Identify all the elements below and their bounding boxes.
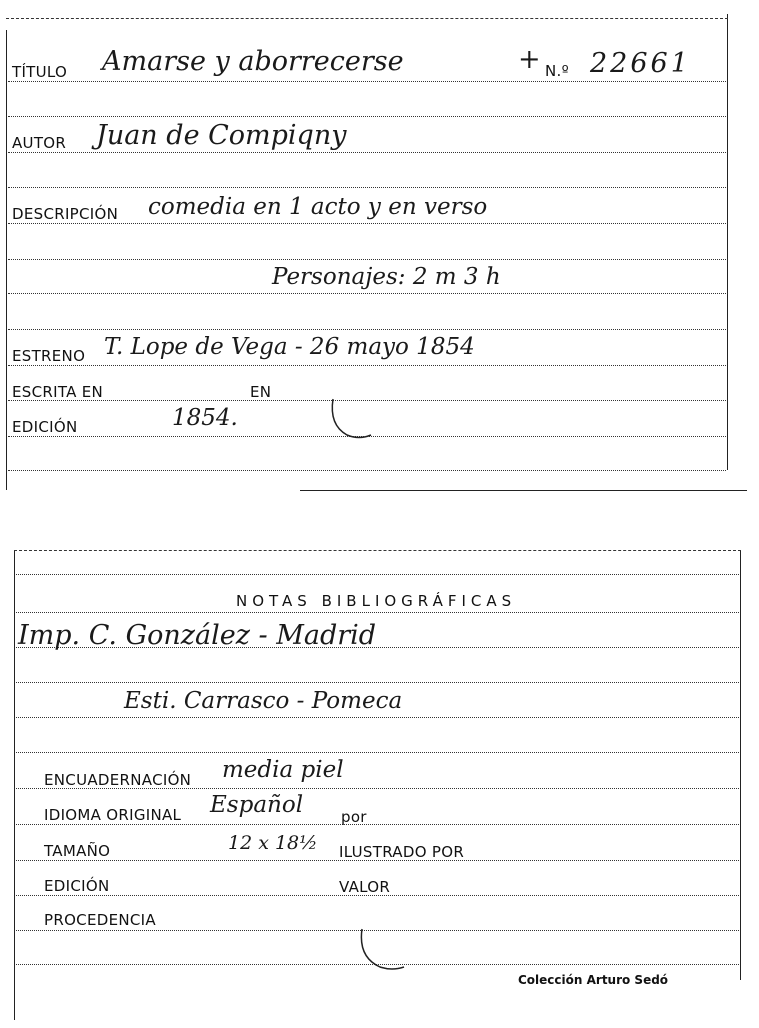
tamano-label: TAMAÑO <box>44 842 111 860</box>
card-left-border <box>14 550 15 1020</box>
idioma-label: IDIOMA ORIGINAL <box>44 806 182 824</box>
notes-title: NOTAS BIBLIOGRÁFICAS <box>236 592 517 610</box>
ruled-line <box>8 329 726 330</box>
card-bottom-edge <box>300 490 747 491</box>
ruled-line <box>16 717 739 718</box>
por-label: por <box>341 808 367 826</box>
numero-mark: + <box>518 44 541 75</box>
catalog-card-front <box>0 0 759 495</box>
numero-value: 22661 <box>590 48 691 79</box>
collection-footer: Colección Arturo Sedó <box>518 973 669 987</box>
ruled-line <box>8 81 726 82</box>
ruled-line <box>8 470 726 471</box>
card-top-edge <box>14 550 741 551</box>
ruled-line <box>8 223 726 224</box>
ruled-line <box>8 293 726 294</box>
edicion-label: EDICIÓN <box>44 877 110 895</box>
descripcion-label: DESCRIPCIÓN <box>12 205 119 223</box>
ruled-line <box>16 752 739 753</box>
edicion-value: 1854. <box>172 405 238 431</box>
ruled-line <box>16 612 739 613</box>
card-left-border <box>6 30 7 490</box>
ruled-line <box>16 824 739 825</box>
titulo-value: Amarse y aborrecerse <box>102 46 404 77</box>
ruled-line <box>16 682 739 683</box>
ruled-line <box>8 187 726 188</box>
encuadernacion-label: ENCUADERNACIÓN <box>44 771 192 789</box>
ruled-line <box>8 259 726 260</box>
catalog-card-back <box>0 540 759 1028</box>
ruled-line <box>16 574 739 575</box>
tamano-value: 12 x 18½ <box>228 832 318 854</box>
ruled-line <box>8 152 726 153</box>
escrita-en-label: ESCRITA EN <box>12 383 104 401</box>
descripcion-line2: Personajes: 2 m 3 h <box>272 264 501 290</box>
estreno-label: ESTRENO <box>12 347 86 365</box>
escrita-en-second-label: EN <box>250 383 272 401</box>
card-right-border <box>740 550 741 980</box>
note-line-2: Esti. Carrasco - Pomeca <box>124 688 403 714</box>
punch-hole-mark <box>325 395 375 445</box>
autor-label: AUTOR <box>12 134 67 152</box>
numero-label: N.º <box>545 62 569 80</box>
encuadernacion-value: media piel <box>222 757 344 783</box>
titulo-label: TÍTULO <box>12 63 68 81</box>
note-line-1: Imp. C. González - Madrid <box>18 620 377 651</box>
estreno-value: T. Lope de Vega - 26 mayo 1854 <box>104 334 475 360</box>
punch-hole-mark <box>350 925 410 975</box>
idioma-value: Español <box>210 792 304 818</box>
valor-label: VALOR <box>339 878 391 896</box>
procedencia-label: PROCEDENCIA <box>44 911 156 929</box>
card-top-edge <box>6 18 728 19</box>
edicion-label: EDICIÓN <box>12 418 78 436</box>
autor-value: Juan de Compiqny <box>96 120 347 151</box>
card-right-border <box>727 14 728 470</box>
ruled-line <box>8 365 726 366</box>
ilustrado-label: ILUSTRADO POR <box>339 843 465 861</box>
descripcion-value: comedia en 1 acto y en verso <box>148 194 488 220</box>
ruled-line <box>8 116 726 117</box>
